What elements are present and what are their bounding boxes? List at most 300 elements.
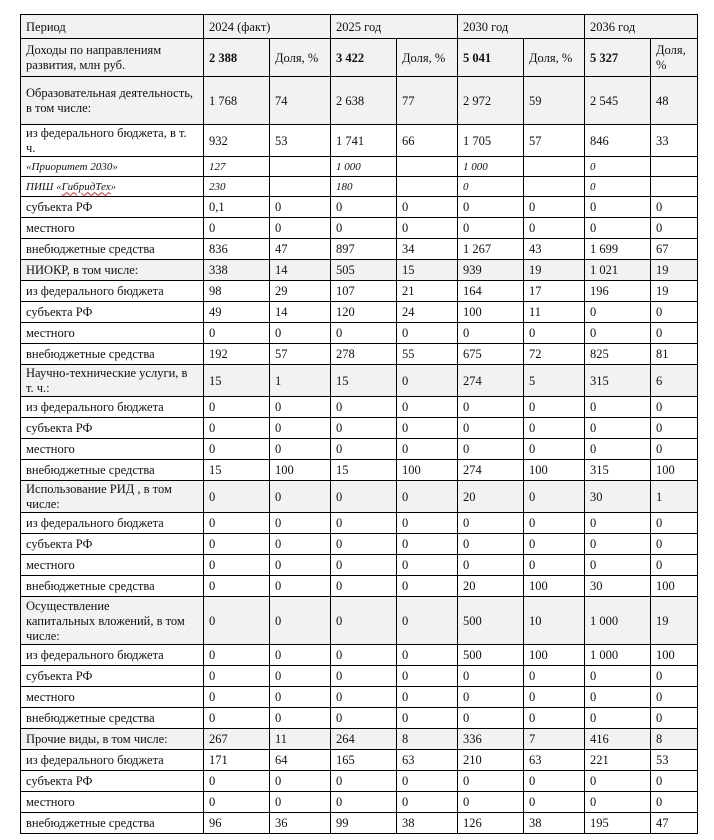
value-cell: 267: [204, 729, 270, 750]
value-cell: 15: [204, 365, 270, 397]
table-row: [21, 439, 698, 460]
value-cell: 505: [331, 260, 397, 281]
value-cell: 0: [458, 708, 524, 729]
share-cell: 0: [524, 555, 585, 576]
share-cell: 47: [270, 239, 331, 260]
value-cell: 0: [585, 792, 651, 813]
share-cell: 0: [397, 666, 458, 687]
share-cell: 81: [651, 344, 698, 365]
value-cell: 0: [458, 197, 524, 218]
table-row: [21, 534, 698, 555]
share-cell: 77: [397, 77, 458, 125]
value-cell: 1 000: [458, 157, 524, 177]
share-cell: 0: [270, 792, 331, 813]
table-row: [21, 218, 698, 239]
value-cell: 171: [204, 750, 270, 771]
value-cell: 0: [204, 666, 270, 687]
value-cell: 0: [331, 513, 397, 534]
share-cell: 11: [524, 302, 585, 323]
row-label: внебюджетные средства: [21, 576, 204, 597]
value-cell: 0: [585, 302, 651, 323]
value-cell: 0: [585, 323, 651, 344]
value-cell: 0: [458, 534, 524, 555]
table-row: [21, 197, 698, 218]
share-cell: 24: [397, 302, 458, 323]
share-cell: 5: [524, 365, 585, 397]
share-cell: 19: [524, 260, 585, 281]
value-cell: 939: [458, 260, 524, 281]
share-cell: Доля, %: [524, 39, 585, 77]
value-cell: 0: [331, 481, 397, 513]
table-row: [21, 645, 698, 666]
share-cell: 0: [651, 418, 698, 439]
share-cell: 14: [270, 302, 331, 323]
value-cell: 20: [458, 576, 524, 597]
row-label: ПИШ «ГибридТех»: [21, 177, 204, 197]
share-cell: 0: [524, 418, 585, 439]
share-cell: 100: [524, 460, 585, 481]
value-cell: 0: [204, 576, 270, 597]
value-cell: 1 699: [585, 239, 651, 260]
value-cell: 0: [331, 792, 397, 813]
row-label: из федерального бюджета: [21, 281, 204, 302]
value-cell: 0: [204, 708, 270, 729]
value-cell: 0: [458, 555, 524, 576]
share-cell: 8: [651, 729, 698, 750]
share-cell: [524, 157, 585, 177]
share-cell: 0: [397, 576, 458, 597]
share-cell: 0: [397, 197, 458, 218]
value-cell: 0: [458, 397, 524, 418]
share-cell: 0: [524, 323, 585, 344]
table-row: [21, 39, 698, 77]
value-cell: 0: [585, 157, 651, 177]
share-cell: 0: [270, 197, 331, 218]
value-cell: 0: [204, 513, 270, 534]
value-cell: 0: [204, 792, 270, 813]
share-cell: [270, 157, 331, 177]
share-cell: 0: [651, 197, 698, 218]
share-cell: 38: [397, 813, 458, 834]
row-label: местного: [21, 218, 204, 239]
share-cell: 0: [651, 708, 698, 729]
share-cell: 0: [270, 418, 331, 439]
value-cell: 0: [204, 439, 270, 460]
table-row: [21, 239, 698, 260]
value-cell: 0: [331, 645, 397, 666]
value-cell: 0: [331, 576, 397, 597]
value-cell: 0: [585, 708, 651, 729]
share-cell: 57: [524, 125, 585, 157]
value-cell: 0: [458, 513, 524, 534]
table-row: [21, 597, 698, 645]
share-cell: 0: [397, 792, 458, 813]
row-label: внебюджетные средства: [21, 813, 204, 834]
share-cell: 0: [397, 323, 458, 344]
table-row: [21, 323, 698, 344]
row-label: местного: [21, 439, 204, 460]
table-row: [21, 177, 698, 197]
value-cell: 0: [458, 792, 524, 813]
value-cell: 500: [458, 645, 524, 666]
share-cell: 38: [524, 813, 585, 834]
value-cell: 0: [458, 177, 524, 197]
share-cell: 0: [397, 513, 458, 534]
table-row: [21, 792, 698, 813]
share-cell: 19: [651, 260, 698, 281]
table-row: [21, 418, 698, 439]
table-row: [21, 397, 698, 418]
value-cell: 0: [331, 397, 397, 418]
row-label: субъекта РФ: [21, 418, 204, 439]
share-cell: 34: [397, 239, 458, 260]
share-cell: 0: [397, 687, 458, 708]
row-label: Использование РИД , в том числе:: [21, 481, 204, 513]
value-cell: 2 638: [331, 77, 397, 125]
share-cell: 0: [270, 397, 331, 418]
value-cell: 2 972: [458, 77, 524, 125]
document-page: [20, 14, 698, 834]
table-row: [21, 813, 698, 834]
share-cell: 0: [397, 597, 458, 645]
share-cell: 100: [397, 460, 458, 481]
share-cell: 8: [397, 729, 458, 750]
share-cell: 0: [397, 397, 458, 418]
value-cell: 0: [585, 418, 651, 439]
value-cell: 836: [204, 239, 270, 260]
row-label: субъекта РФ: [21, 666, 204, 687]
share-cell: 0: [270, 513, 331, 534]
share-cell: 0: [524, 218, 585, 239]
value-cell: 274: [458, 365, 524, 397]
share-cell: 1: [270, 365, 331, 397]
table-row: [21, 460, 698, 481]
row-label: внебюджетные средства: [21, 239, 204, 260]
share-cell: 0: [524, 439, 585, 460]
share-cell: 0: [524, 666, 585, 687]
value-cell: 0: [204, 771, 270, 792]
value-cell: 0: [331, 597, 397, 645]
value-cell: 315: [585, 365, 651, 397]
share-cell: 0: [270, 771, 331, 792]
share-cell: 0: [397, 708, 458, 729]
value-cell: 20: [458, 481, 524, 513]
value-cell: 0: [331, 555, 397, 576]
share-cell: [397, 157, 458, 177]
share-cell: 10: [524, 597, 585, 645]
row-label: Прочие виды, в том числе:: [21, 729, 204, 750]
share-cell: Доля, %: [651, 39, 698, 77]
share-cell: 67: [651, 239, 698, 260]
value-cell: 0: [458, 771, 524, 792]
share-cell: 0: [397, 481, 458, 513]
share-cell: 0: [524, 481, 585, 513]
share-cell: 0: [397, 218, 458, 239]
value-cell: 315: [585, 460, 651, 481]
row-label: субъекта РФ: [21, 771, 204, 792]
share-cell: 14: [270, 260, 331, 281]
header-year-2025: 2025 год: [331, 15, 458, 39]
value-cell: 15: [331, 460, 397, 481]
value-cell: 0: [331, 687, 397, 708]
share-cell: 0: [524, 534, 585, 555]
share-cell: 0: [651, 666, 698, 687]
row-label: Осуществление капитальных вложений, в том числе:: [21, 597, 204, 645]
value-cell: 897: [331, 239, 397, 260]
row-label: из федерального бюджета: [21, 513, 204, 534]
table-row: [21, 687, 698, 708]
value-cell: 0: [331, 439, 397, 460]
row-label: внебюджетные средства: [21, 460, 204, 481]
value-cell: 120: [331, 302, 397, 323]
row-label: «Приоритет 2030»: [21, 157, 204, 177]
share-cell: 0: [397, 555, 458, 576]
value-cell: 165: [331, 750, 397, 771]
value-cell: 0: [331, 666, 397, 687]
value-cell: 338: [204, 260, 270, 281]
value-cell: 96: [204, 813, 270, 834]
value-cell: 1 021: [585, 260, 651, 281]
share-cell: [651, 157, 698, 177]
revenue-table: [20, 14, 698, 834]
value-cell: 0: [331, 218, 397, 239]
value-cell: 164: [458, 281, 524, 302]
share-cell: 0: [270, 481, 331, 513]
share-cell: 0: [651, 397, 698, 418]
share-cell: 0: [524, 197, 585, 218]
value-cell: 107: [331, 281, 397, 302]
share-cell: 55: [397, 344, 458, 365]
value-cell: 0: [331, 708, 397, 729]
share-cell: 0: [270, 666, 331, 687]
table-row: [21, 481, 698, 513]
share-cell: 100: [651, 576, 698, 597]
share-cell: 33: [651, 125, 698, 157]
share-cell: 0: [397, 771, 458, 792]
share-cell: 15: [397, 260, 458, 281]
share-cell: 64: [270, 750, 331, 771]
value-cell: 0: [204, 418, 270, 439]
table-row: [21, 666, 698, 687]
value-cell: 0: [458, 666, 524, 687]
table-row: [21, 513, 698, 534]
value-cell: 0: [458, 418, 524, 439]
value-cell: 278: [331, 344, 397, 365]
value-cell: 2 545: [585, 77, 651, 125]
share-cell: 0: [397, 439, 458, 460]
table-row: [21, 260, 698, 281]
row-label: внебюджетные средства: [21, 708, 204, 729]
share-cell: 29: [270, 281, 331, 302]
table-row: [21, 365, 698, 397]
row-label: из федерального бюджета: [21, 645, 204, 666]
share-cell: 0: [397, 418, 458, 439]
table-row: [21, 771, 698, 792]
header-row: [21, 15, 698, 39]
share-cell: 47: [651, 813, 698, 834]
share-cell: 0: [524, 687, 585, 708]
value-cell: 3 422: [331, 39, 397, 77]
share-cell: 100: [524, 645, 585, 666]
share-cell: 0: [270, 687, 331, 708]
row-label: Научно-технические услуги, в т. ч.:: [21, 365, 204, 397]
value-cell: 196: [585, 281, 651, 302]
share-cell: 0: [397, 365, 458, 397]
table-row: [21, 125, 698, 157]
value-cell: 30: [585, 481, 651, 513]
share-cell: 100: [270, 460, 331, 481]
value-cell: 675: [458, 344, 524, 365]
value-cell: 0: [585, 218, 651, 239]
share-cell: 63: [397, 750, 458, 771]
value-cell: 0: [458, 323, 524, 344]
value-cell: 1 768: [204, 77, 270, 125]
share-cell: 57: [270, 344, 331, 365]
row-label: субъекта РФ: [21, 534, 204, 555]
row-label: Доходы по направлениям развития, млн руб.: [21, 39, 204, 77]
value-cell: 846: [585, 125, 651, 157]
value-cell: 98: [204, 281, 270, 302]
share-cell: 19: [651, 281, 698, 302]
value-cell: 100: [458, 302, 524, 323]
value-cell: 180: [331, 177, 397, 197]
share-cell: 0: [270, 645, 331, 666]
share-cell: 48: [651, 77, 698, 125]
value-cell: 192: [204, 344, 270, 365]
share-cell: 17: [524, 281, 585, 302]
value-cell: 0: [585, 555, 651, 576]
share-cell: 36: [270, 813, 331, 834]
share-cell: 43: [524, 239, 585, 260]
value-cell: 0: [458, 439, 524, 460]
value-cell: 210: [458, 750, 524, 771]
share-cell: 0: [524, 513, 585, 534]
share-cell: 0: [397, 534, 458, 555]
value-cell: 0: [331, 418, 397, 439]
share-cell: 0: [270, 576, 331, 597]
value-cell: 0: [204, 555, 270, 576]
share-cell: 0: [524, 792, 585, 813]
value-cell: 0: [458, 687, 524, 708]
value-cell: 0: [458, 218, 524, 239]
share-cell: 100: [651, 460, 698, 481]
table-row: [21, 576, 698, 597]
share-cell: 0: [270, 439, 331, 460]
share-cell: Доля, %: [397, 39, 458, 77]
value-cell: 0: [585, 513, 651, 534]
share-cell: 0: [651, 513, 698, 534]
value-cell: 0: [585, 439, 651, 460]
row-label: местного: [21, 792, 204, 813]
row-label: НИОКР, в том числе:: [21, 260, 204, 281]
row-label: субъекта РФ: [21, 302, 204, 323]
value-cell: 0: [331, 771, 397, 792]
table-row: [21, 750, 698, 771]
value-cell: 15: [204, 460, 270, 481]
share-cell: 100: [524, 576, 585, 597]
share-cell: 0: [270, 708, 331, 729]
value-cell: 0: [585, 397, 651, 418]
value-cell: 0: [585, 687, 651, 708]
table-row: [21, 708, 698, 729]
value-cell: 274: [458, 460, 524, 481]
share-cell: 6: [651, 365, 698, 397]
share-cell: 0: [524, 397, 585, 418]
share-cell: 0: [651, 771, 698, 792]
share-cell: 0: [270, 218, 331, 239]
value-cell: 0: [331, 197, 397, 218]
row-label: местного: [21, 555, 204, 576]
value-cell: 0: [585, 666, 651, 687]
share-cell: 1: [651, 481, 698, 513]
value-cell: 336: [458, 729, 524, 750]
value-cell: 0: [204, 597, 270, 645]
share-cell: 66: [397, 125, 458, 157]
share-cell: Доля, %: [270, 39, 331, 77]
share-cell: [270, 177, 331, 197]
table-row: [21, 281, 698, 302]
share-cell: 19: [651, 597, 698, 645]
share-cell: 0: [651, 302, 698, 323]
value-cell: 0,1: [204, 197, 270, 218]
header-year-2024: 2024 (факт): [204, 15, 331, 39]
value-cell: 1 267: [458, 239, 524, 260]
header-year-2030: 2030 год: [458, 15, 585, 39]
row-label: внебюджетные средства: [21, 344, 204, 365]
share-cell: 0: [651, 218, 698, 239]
share-cell: 53: [270, 125, 331, 157]
row-label: субъекта РФ: [21, 197, 204, 218]
table-row: [21, 302, 698, 323]
value-cell: 49: [204, 302, 270, 323]
value-cell: 15: [331, 365, 397, 397]
row-label: из федерального бюджета: [21, 750, 204, 771]
value-cell: 0: [204, 397, 270, 418]
share-cell: 53: [651, 750, 698, 771]
header-year-2036: 2036 год: [585, 15, 698, 39]
share-cell: 7: [524, 729, 585, 750]
share-cell: 0: [651, 439, 698, 460]
value-cell: 416: [585, 729, 651, 750]
share-cell: 59: [524, 77, 585, 125]
value-cell: 0: [204, 687, 270, 708]
table-row: [21, 344, 698, 365]
share-cell: 0: [651, 555, 698, 576]
table-row: [21, 157, 698, 177]
value-cell: 0: [204, 218, 270, 239]
row-label: из федерального бюджета, в т. ч.: [21, 125, 204, 157]
share-cell: 0: [651, 687, 698, 708]
share-cell: 0: [651, 534, 698, 555]
value-cell: 0: [331, 323, 397, 344]
share-cell: 100: [651, 645, 698, 666]
share-cell: 0: [651, 323, 698, 344]
value-cell: 221: [585, 750, 651, 771]
share-cell: [524, 177, 585, 197]
value-cell: 1 000: [585, 645, 651, 666]
share-cell: [651, 177, 698, 197]
row-label: из федерального бюджета: [21, 397, 204, 418]
share-cell: 0: [270, 555, 331, 576]
value-cell: 1 705: [458, 125, 524, 157]
value-cell: 0: [204, 645, 270, 666]
value-cell: 932: [204, 125, 270, 157]
value-cell: 0: [585, 197, 651, 218]
share-cell: [397, 177, 458, 197]
value-cell: 0: [585, 534, 651, 555]
value-cell: 0: [331, 534, 397, 555]
share-cell: 63: [524, 750, 585, 771]
